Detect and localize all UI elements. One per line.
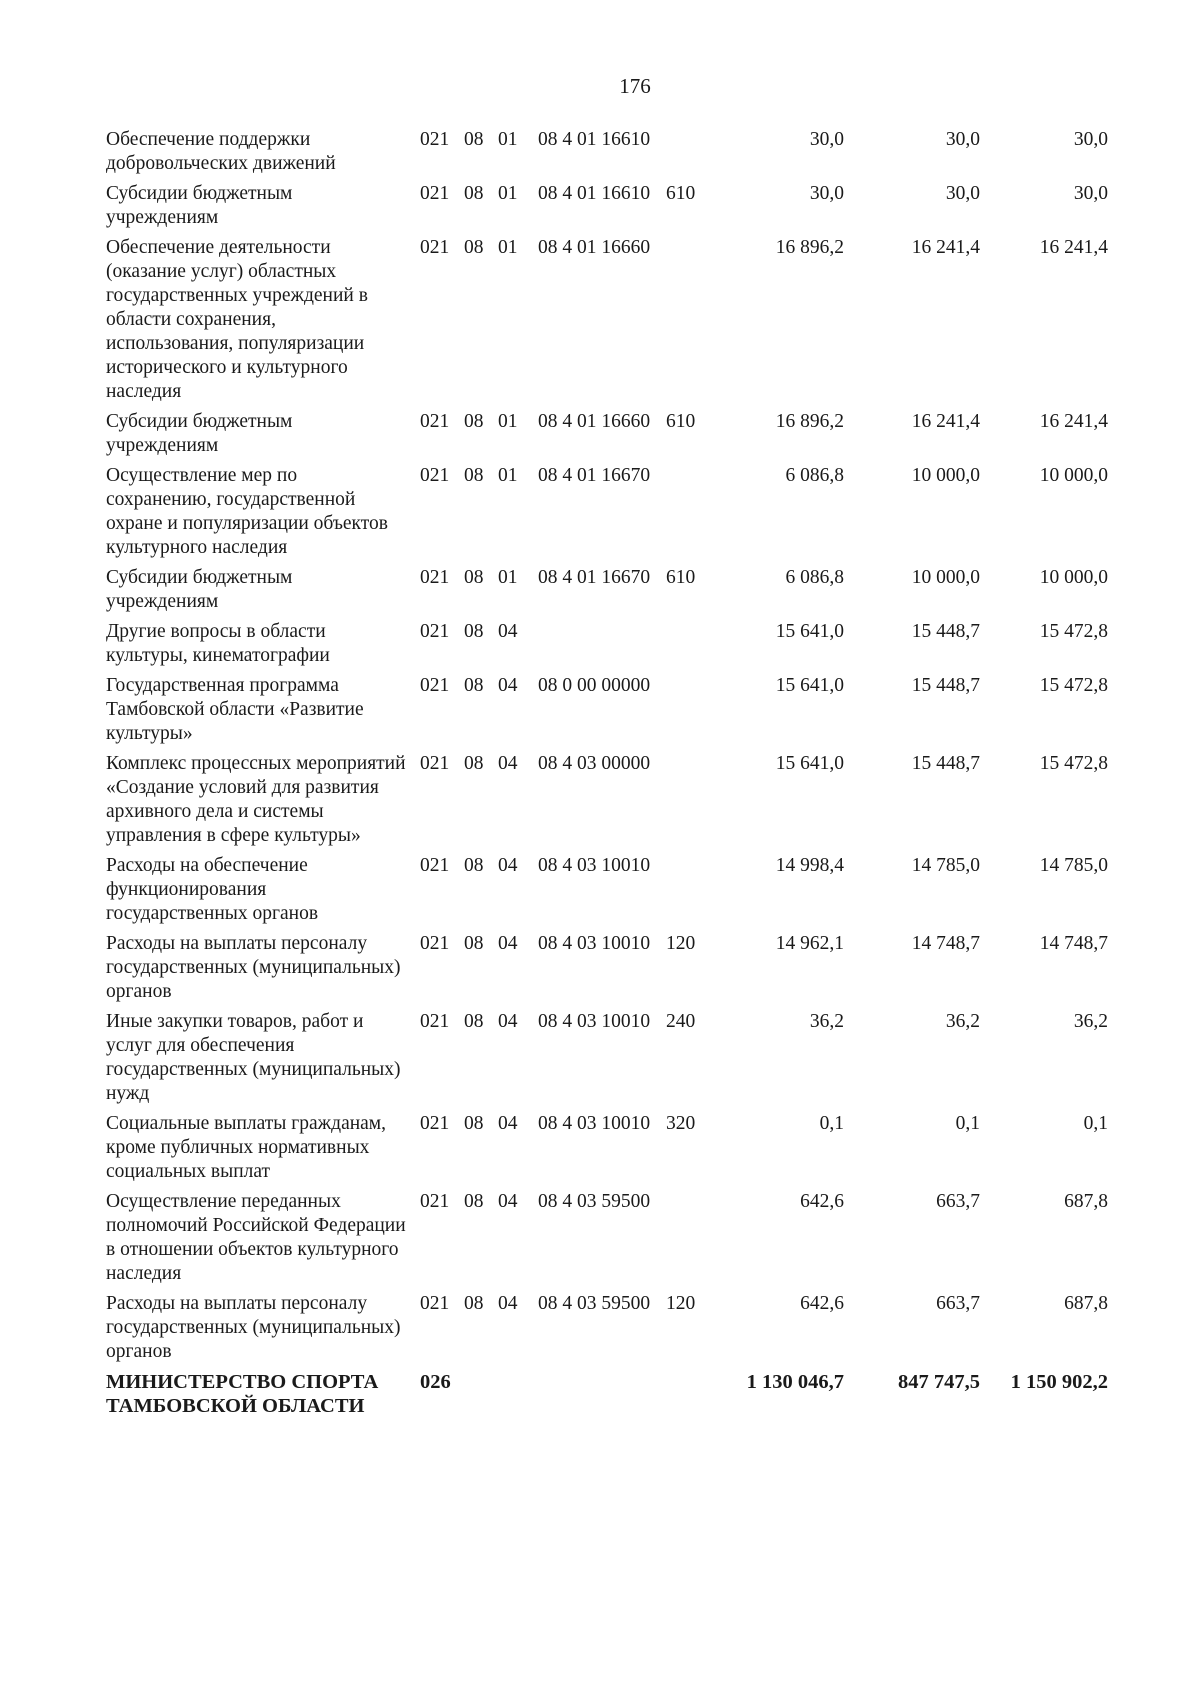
row-name-text: Иные закупки товаров, работ и услуг для обеспечения государственных (муниципальных) нужд (106, 1011, 401, 1104)
row-name-text: Расходы на обеспечение функционирования государственных органов (106, 855, 319, 924)
subsection-code: 04 (498, 621, 518, 642)
amount-year-2: 10 000,0 (911, 465, 980, 486)
row-name-text: Социальные выплаты гражданам, кроме публичных нормативных социальных выплат (106, 1113, 387, 1182)
amount-year-1: 642,6 (800, 1293, 844, 1314)
amount-year-3: 0,1 (1083, 1113, 1108, 1134)
row-name (98, 620, 420, 674)
target-article-code: 08 4 01 16660 (538, 237, 651, 258)
table-row (98, 620, 1108, 674)
grbs-code: 021 (420, 1011, 450, 1032)
section-code: 08 (464, 621, 484, 642)
table-row (98, 182, 1108, 236)
expense-type-code: 120 (666, 933, 696, 954)
subsection-code (498, 1370, 538, 1424)
expense-type-code (666, 464, 708, 566)
amount-year-2: 16 241,4 (911, 411, 980, 432)
row-name-text: Субсидии бюджетным учреждениям (106, 183, 293, 228)
section-code: 08 (464, 1293, 484, 1314)
amount-year-1: 30,0 (809, 183, 844, 204)
table-row (98, 128, 1108, 182)
row-name-text: МИНИСТЕРСТВО СПОРТА ТАМБОВСКОЙ ОБЛАСТИ (106, 1371, 379, 1417)
section-code: 08 (464, 1011, 484, 1032)
target-article-code: 08 4 01 16670 (538, 465, 651, 486)
grbs-code: 021 (420, 129, 450, 150)
grbs-code: 021 (420, 1293, 450, 1314)
subsection-code: 04 (498, 675, 518, 696)
row-name (98, 1190, 420, 1292)
amount-year-1: 16 896,2 (775, 411, 844, 432)
section-code: 08 (464, 855, 484, 876)
subsection-code: 01 (498, 129, 518, 150)
amount-year-2: 30,0 (945, 183, 980, 204)
row-name-text: Осуществление переданных полномочий Российской Федерации в отношении объектов культурного наследия (106, 1191, 406, 1284)
table-row (98, 1112, 1108, 1190)
expense-type-code: 610 (666, 411, 696, 432)
section-code: 08 (464, 933, 484, 954)
target-article-code: 08 4 01 16610 (538, 129, 651, 150)
row-name (98, 566, 420, 620)
grbs-code: 021 (420, 183, 450, 204)
section-code: 08 (464, 183, 484, 204)
subsection-code: 04 (498, 1011, 518, 1032)
row-name (98, 932, 420, 1010)
amount-year-1: 15 641,0 (775, 621, 844, 642)
grbs-code: 021 (420, 567, 450, 588)
amount-year-1: 36,2 (809, 1011, 844, 1032)
expense-type-code (666, 1370, 708, 1424)
amount-year-3: 30,0 (1073, 129, 1108, 150)
row-name (98, 128, 420, 182)
row-name-text: Комплекс процессных мероприятий «Создание условий для развития архивного дела и системы управления в сфере культуры» (106, 753, 406, 846)
expense-type-code: 610 (666, 567, 696, 588)
target-article-code: 08 4 03 10010 (538, 933, 651, 954)
subsection-code: 01 (498, 465, 518, 486)
target-article-code: 08 4 03 10010 (538, 1113, 651, 1134)
amount-year-2: 14 785,0 (911, 855, 980, 876)
row-name-text: Субсидии бюджетным учреждениям (106, 411, 293, 456)
target-article-code: 08 0 00 00000 (538, 675, 651, 696)
budget-table-body (98, 128, 1108, 1424)
amount-year-3: 14 748,7 (1039, 933, 1108, 954)
row-name-text: Обеспечение деятельности (оказание услуг) областных государственных учреждений в области сохранения, использования, популяризации исторического и культурного наследия (106, 237, 368, 402)
row-name-text: Расходы на выплаты персоналу государственных (муниципальных) органов (106, 933, 401, 1002)
amount-year-3: 1 150 902,2 (1010, 1371, 1108, 1393)
target-article-code: 08 4 03 10010 (538, 855, 651, 876)
subsection-code: 04 (498, 1293, 518, 1314)
amount-year-3: 15 472,8 (1039, 621, 1108, 642)
amount-year-1: 14 998,4 (775, 855, 844, 876)
grbs-code: 021 (420, 237, 450, 258)
expense-type-code (666, 620, 708, 674)
expense-type-code (666, 674, 708, 752)
expense-type-code (666, 752, 708, 854)
row-name (98, 464, 420, 566)
amount-year-3: 30,0 (1073, 183, 1108, 204)
row-name-text: Субсидии бюджетным учреждениям (106, 567, 293, 612)
section-code (464, 1370, 498, 1424)
table-row (98, 854, 1108, 932)
target-article-code (538, 620, 666, 674)
row-name (98, 1370, 420, 1424)
amount-year-2: 15 448,7 (911, 621, 980, 642)
amount-year-1: 642,6 (800, 1191, 844, 1212)
subsection-code: 04 (498, 753, 518, 774)
amount-year-2: 16 241,4 (911, 237, 980, 258)
grbs-code: 021 (420, 1191, 450, 1212)
target-article-code (538, 1370, 666, 1424)
amount-year-3: 16 241,4 (1039, 237, 1108, 258)
amount-year-2: 847 747,5 (898, 1371, 980, 1393)
expense-type-code: 120 (666, 1293, 696, 1314)
row-name-text: Расходы на выплаты персоналу государственных (муниципальных) органов (106, 1293, 401, 1362)
subsection-code: 04 (498, 855, 518, 876)
section-code: 08 (464, 567, 484, 588)
target-article-code: 08 4 03 10010 (538, 1011, 651, 1032)
grbs-code: 021 (420, 621, 450, 642)
amount-year-3: 16 241,4 (1039, 411, 1108, 432)
amount-year-3: 15 472,8 (1039, 753, 1108, 774)
row-name-text: Другие вопросы в области культуры, кинематографии (106, 621, 330, 666)
amount-year-2: 14 748,7 (911, 933, 980, 954)
amount-year-3: 10 000,0 (1039, 567, 1108, 588)
row-name (98, 752, 420, 854)
amount-year-1: 14 962,1 (775, 933, 844, 954)
grbs-code: 021 (420, 933, 450, 954)
table-row (98, 566, 1108, 620)
amount-year-3: 15 472,8 (1039, 675, 1108, 696)
expense-type-code (666, 128, 708, 182)
amount-year-1: 0,1 (819, 1113, 844, 1134)
row-name (98, 1292, 420, 1370)
expense-type-code (666, 1190, 708, 1292)
amount-year-1: 1 130 046,7 (746, 1371, 844, 1393)
row-name (98, 410, 420, 464)
section-code: 08 (464, 129, 484, 150)
target-article-code: 08 4 01 16610 (538, 183, 651, 204)
section-code: 08 (464, 675, 484, 696)
amount-year-1: 6 086,8 (785, 567, 844, 588)
target-article-code: 08 4 03 00000 (538, 753, 651, 774)
grbs-code: 021 (420, 855, 450, 876)
expense-type-code (666, 854, 708, 932)
section-code: 08 (464, 753, 484, 774)
row-name-text: Государственная программа Тамбовской области «Развитие культуры» (106, 675, 364, 744)
amount-year-2: 30,0 (945, 129, 980, 150)
amount-year-1: 6 086,8 (785, 465, 844, 486)
amount-year-1: 30,0 (809, 129, 844, 150)
row-name (98, 236, 420, 410)
table-row (98, 674, 1108, 752)
subsection-code: 01 (498, 237, 518, 258)
row-name (98, 674, 420, 752)
table-row (98, 932, 1108, 1010)
grbs-code: 026 (420, 1371, 451, 1393)
table-row (98, 1292, 1108, 1370)
expense-type-code (666, 236, 708, 410)
table-row (98, 410, 1108, 464)
table-row (98, 1010, 1108, 1112)
section-code: 08 (464, 465, 484, 486)
section-code: 08 (464, 1191, 484, 1212)
amount-year-1: 15 641,0 (775, 675, 844, 696)
amount-year-2: 15 448,7 (911, 675, 980, 696)
section-code: 08 (464, 237, 484, 258)
amount-year-3: 14 785,0 (1039, 855, 1108, 876)
expense-type-code: 610 (666, 183, 696, 204)
subsection-code: 01 (498, 567, 518, 588)
row-name-text: Осуществление мер по сохранению, государственной охране и популяризации объектов культурного наследия (106, 465, 388, 558)
table-row (98, 752, 1108, 854)
amount-year-2: 663,7 (936, 1191, 980, 1212)
expense-type-code: 240 (666, 1011, 696, 1032)
row-name (98, 1010, 420, 1112)
amount-year-2: 36,2 (945, 1011, 980, 1032)
table-row (98, 464, 1108, 566)
amount-year-3: 687,8 (1064, 1191, 1108, 1212)
target-article-code: 08 4 01 16660 (538, 411, 651, 432)
grbs-code: 021 (420, 465, 450, 486)
table-row (98, 236, 1108, 410)
amount-year-1: 15 641,0 (775, 753, 844, 774)
row-name (98, 854, 420, 932)
amount-year-3: 687,8 (1064, 1293, 1108, 1314)
row-name (98, 182, 420, 236)
subsection-code: 04 (498, 1113, 518, 1134)
grbs-code: 021 (420, 675, 450, 696)
target-article-code: 08 4 01 16670 (538, 567, 651, 588)
grbs-code: 021 (420, 411, 450, 432)
target-article-code: 08 4 03 59500 (538, 1293, 651, 1314)
table-row (98, 1190, 1108, 1292)
subsection-code: 04 (498, 933, 518, 954)
amount-year-2: 663,7 (936, 1293, 980, 1314)
row-name-text: Обеспечение поддержки добровольческих движений (106, 129, 336, 174)
grbs-code: 021 (420, 1113, 450, 1134)
subsection-code: 04 (498, 1191, 518, 1212)
section-code: 08 (464, 411, 484, 432)
target-article-code: 08 4 03 59500 (538, 1191, 651, 1212)
budget-table (98, 128, 1108, 1424)
grbs-code: 021 (420, 753, 450, 774)
subsection-code: 01 (498, 411, 518, 432)
subsection-code: 01 (498, 183, 518, 204)
amount-year-3: 10 000,0 (1039, 465, 1108, 486)
page-number: 176 (619, 74, 651, 98)
row-name (98, 1112, 420, 1190)
table-row (98, 1370, 1108, 1424)
section-code: 08 (464, 1113, 484, 1134)
amount-year-2: 15 448,7 (911, 753, 980, 774)
amount-year-2: 10 000,0 (911, 567, 980, 588)
amount-year-3: 36,2 (1073, 1011, 1108, 1032)
amount-year-2: 0,1 (955, 1113, 980, 1134)
expense-type-code: 320 (666, 1113, 696, 1134)
amount-year-1: 16 896,2 (775, 237, 844, 258)
